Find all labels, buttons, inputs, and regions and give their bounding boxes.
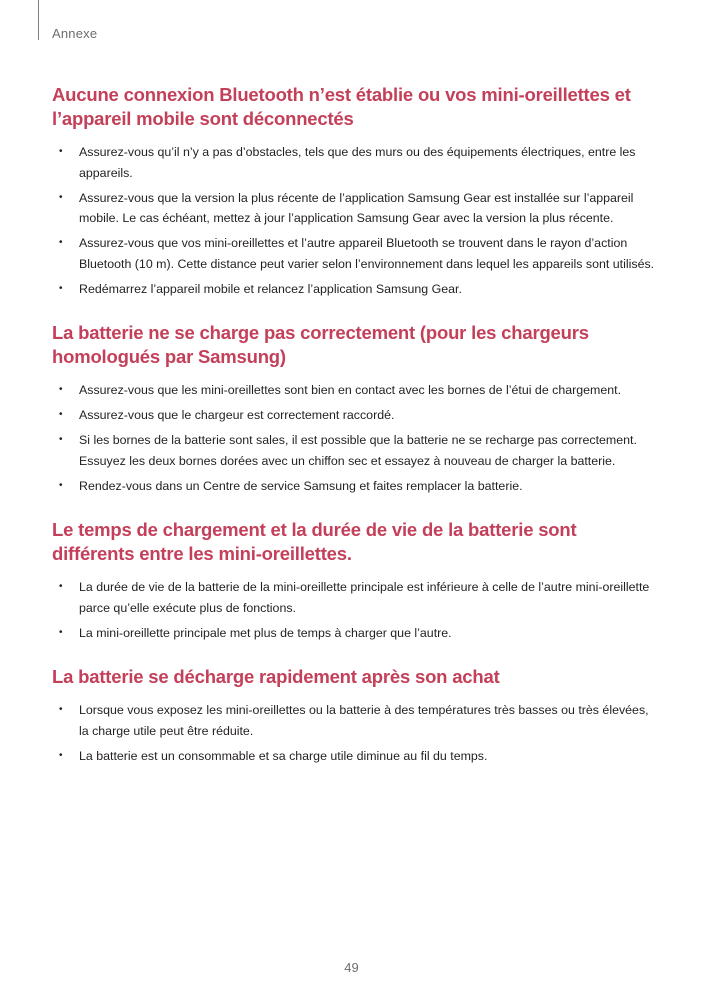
list-item (52, 700, 656, 741)
list-item (52, 380, 656, 401)
section-title: Aucune connexion Bluetooth n’est établie ou vos mini-oreillettes et l’appareil mobile sont déconnectés (52, 84, 631, 129)
bullet-list (52, 380, 656, 496)
section-title: Le temps de chargement et la durée de vie de la batterie sont différents entre les mini-oreillettes. (52, 519, 577, 564)
main-content (52, 83, 656, 788)
section-title: La batterie se décharge rapidement après son achat (52, 666, 500, 687)
list-item-text: Assurez-vous que le chargeur est correctement raccordé. (79, 408, 395, 422)
list-item-text: Rendez-vous dans un Centre de service Samsung et faites remplacer la batterie. (79, 478, 523, 493)
list-item (52, 476, 656, 497)
bullet-icon: • (59, 409, 63, 420)
bullet-icon: • (59, 237, 63, 248)
bullet-list (52, 142, 656, 299)
page-number: 49 (344, 960, 359, 975)
bullet-list (52, 577, 656, 643)
list-item (52, 623, 656, 644)
bullet-icon: • (59, 384, 63, 395)
list-item (52, 430, 656, 471)
list-item (52, 405, 656, 426)
bullet-icon: • (59, 749, 63, 761)
list-item (52, 188, 656, 229)
list-item (52, 279, 656, 300)
list-item-text: Redémarrez l’appareil mobile et relancez l’application Samsung Gear. (79, 281, 462, 296)
bullet-icon: • (59, 626, 63, 638)
bullet-icon: • (59, 479, 63, 491)
list-item-text: Assurez-vous que les mini-oreillettes sont bien en contact avec les bornes de l’étui de chargement. (79, 383, 622, 397)
list-item-text: Lorsque vous exposez les mini-oreillettes ou la batterie à des températures très basses ou très élevées, la charge utile peut être réduite. (79, 703, 649, 738)
section-charging-time (52, 518, 656, 643)
section-bluetooth-connection (52, 83, 656, 299)
section-battery-drain (52, 665, 656, 766)
list-item (52, 577, 656, 618)
bullet-icon: • (59, 282, 63, 294)
bullet-icon: • (59, 191, 63, 203)
bullet-icon: • (59, 581, 63, 592)
bullet-list (52, 700, 656, 766)
section-title: La batterie ne se charge pas correctement (pour les chargeurs homologués par Samsung) (52, 322, 589, 367)
list-item-text: La mini-oreillette principale met plus de temps à charger que l’autre. (79, 625, 452, 640)
list-item (52, 233, 656, 274)
list-item-text: La durée de vie de la batterie de la mini-oreillette principale est inférieure à celle de l’autre mini-oreillette parce qu’elle exécute plus de fonctions. (79, 580, 650, 615)
list-item (52, 746, 656, 767)
bullet-icon: • (59, 704, 63, 715)
list-item-text: Assurez-vous que la version la plus récente de l’application Samsung Gear est installée sur l’appareil mobile. Le cas échéant, mettez à jour l’application Samsung Gear avec la version la plus récente. (79, 190, 634, 225)
list-item-text: La batterie est un consommable et sa charge utile diminue au fil du temps. (79, 748, 488, 763)
section-battery-charging (52, 321, 656, 496)
list-item-text: Si les bornes de la batterie sont sales, il est possible que la batterie ne se recharge pas correctement. Essuyez les deux bornes dorées avec un chiffon sec et essayez à nouveau de charger la batterie. (79, 433, 637, 468)
list-item-text: Assurez-vous que vos mini-oreillettes et l’autre appareil Bluetooth se trouvent dans le rayon d’action Bluetooth (10 m). Cette distance peut varier selon l’environnement dans lequel les appareils sont utilisés. (79, 236, 655, 271)
running-header: Annexe (52, 26, 98, 41)
bullet-icon: • (59, 146, 63, 157)
list-item-text: Assurez-vous qu’il n’y a pas d’obstacles, tels que des murs ou des équipements électriques, entre les appareils. (79, 145, 636, 180)
list-item (52, 142, 656, 183)
bullet-icon: • (59, 434, 63, 445)
header-rule (38, 0, 39, 40)
